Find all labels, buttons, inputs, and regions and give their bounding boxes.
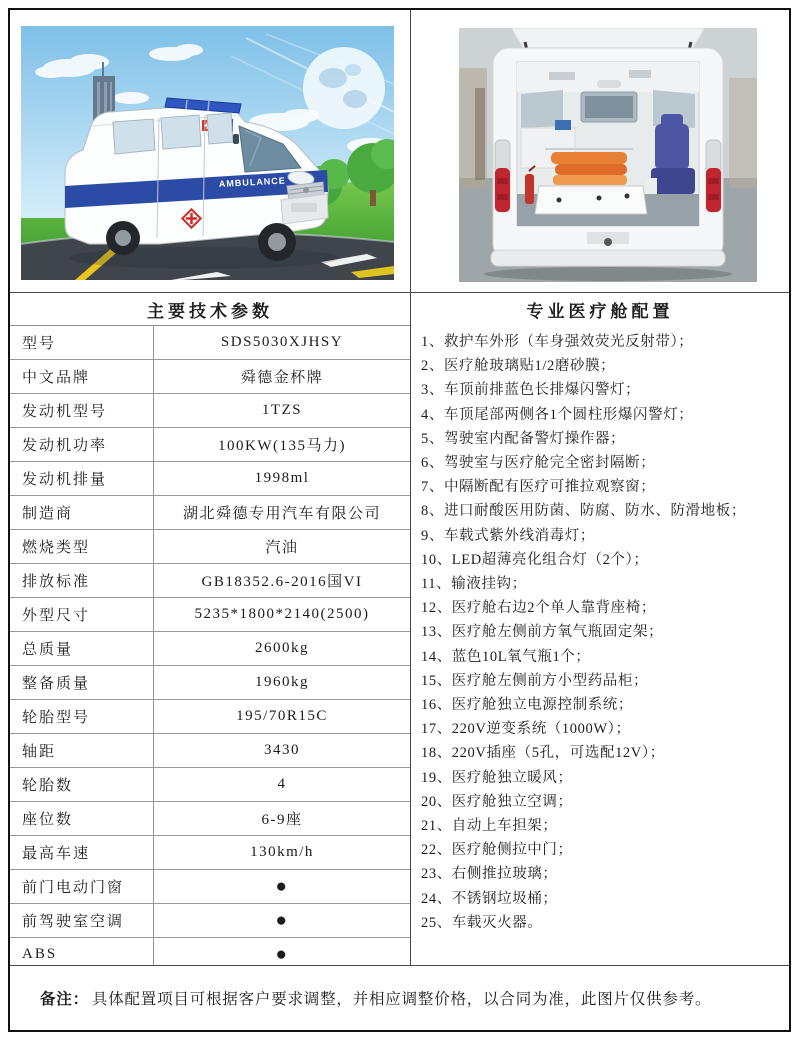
spec-value: 195/70R15C <box>154 700 411 734</box>
spec-label: 前驾驶室空调 <box>10 904 154 938</box>
config-item: 6、驾驶室与医疗舱完全密封隔断； <box>421 455 656 472</box>
config-item: 24、不锈钢垃圾桶； <box>421 890 558 907</box>
spec-label: ABS <box>10 938 154 966</box>
ambulance-exterior-photo <box>21 26 394 280</box>
table-row <box>10 870 410 904</box>
spec-value: SDS5030XJHSY <box>154 326 411 360</box>
rear-bumper <box>491 250 725 266</box>
config-item: 4、车顶尾部两侧各1个圆柱形爆闪警灯； <box>421 406 694 423</box>
tech-specs-title: 主要技术参数 <box>10 293 410 326</box>
config-item: 15、医疗舱左侧前方小型药品柜； <box>421 672 649 689</box>
config-item: 13、医疗舱左侧前方氧气瓶固定架； <box>421 624 664 641</box>
spec-value: 4 <box>154 768 411 802</box>
config-item: 1、救护车外形（车身强效荧光反射带）； <box>421 334 694 350</box>
table-row <box>10 904 410 938</box>
config-item: 12、医疗舱右边2个单人靠背座椅； <box>421 600 656 617</box>
spec-label: 外型尺寸 <box>10 598 154 632</box>
footer-note <box>10 966 789 1030</box>
ambulance-exterior-cell <box>10 10 411 292</box>
spec-label: 燃烧类型 <box>10 530 154 564</box>
spec-label: 前门电动门窗 <box>10 870 154 904</box>
spec-value: 舜德金杯牌 <box>154 360 411 394</box>
tech-specs-table <box>10 326 410 965</box>
photos-row <box>10 10 789 293</box>
table-row <box>10 394 410 428</box>
spec-label: 最高车速 <box>10 836 154 870</box>
config-item: 3、车顶前排蓝色长排爆闪警灯； <box>421 382 641 399</box>
note-label: 备注： <box>40 991 89 1008</box>
spec-value: 汽油 <box>154 530 411 564</box>
config-item: 10、LED超薄亮化组合灯（2个）； <box>421 551 649 568</box>
medical-config-title: 专业医疗舱配置 <box>526 301 674 321</box>
table-row <box>10 836 410 870</box>
spec-label: 轴距 <box>10 734 154 768</box>
config-item: 25、车载灭火器。 <box>421 914 543 931</box>
config-item: 21、自动上车担架； <box>421 818 558 835</box>
config-item: 23、右侧推拉玻璃； <box>421 866 558 883</box>
table-row <box>10 666 410 700</box>
content-row <box>10 293 789 966</box>
spec-value: 100KW(135马力) <box>154 428 411 462</box>
spec-value: 1TZS <box>154 394 411 428</box>
spec-value: ● <box>154 870 411 904</box>
config-item: 14、蓝色10L氧气瓶1个； <box>421 648 591 665</box>
spec-value: 6-9座 <box>154 802 411 836</box>
config-item: 7、中隔断配有医疗可推拉观察窗； <box>421 479 656 496</box>
table-row <box>10 598 410 632</box>
table-row <box>10 632 410 666</box>
config-item: 11、输液挂钩； <box>421 576 527 593</box>
table-row <box>10 326 410 360</box>
spec-label: 轮胎型号 <box>10 700 154 734</box>
table-row <box>10 700 410 734</box>
table-row <box>10 428 410 462</box>
ambulance-interior-cell <box>411 10 789 292</box>
medical-config-section <box>411 293 789 965</box>
spec-label: 发动机排量 <box>10 462 154 496</box>
spec-label: 型号 <box>10 326 154 360</box>
medical-config-list <box>411 325 789 935</box>
table-row <box>10 462 410 496</box>
config-item: 18、220V插座（5孔，可选配12V）； <box>421 745 665 762</box>
config-item: 17、220V逆变系统（1000W）； <box>421 721 631 738</box>
spec-label: 整备质量 <box>10 666 154 700</box>
table-row <box>10 564 410 598</box>
config-item: 5、驾驶室内配备警灯操作器； <box>421 430 626 447</box>
spec-value: GB18352.6-2016国VI <box>154 564 411 598</box>
spec-label: 发动机功率 <box>10 428 154 462</box>
config-item: 20、医疗舱独立空调； <box>421 793 573 810</box>
config-item: 9、车载式紫外线消毒灯； <box>421 527 595 544</box>
note-text: 具体配置项目可根据客户要求调整，并相应调整价格，以合同为准，此图片仅供参考。 <box>91 991 712 1008</box>
table-row <box>10 530 410 564</box>
spec-value: 3430 <box>154 734 411 768</box>
config-item: 2、医疗舱玻璃贴1/2磨砂膜； <box>421 358 616 375</box>
spec-value: 130km/h <box>154 836 411 870</box>
table-row <box>10 496 410 530</box>
spec-label: 轮胎数 <box>10 768 154 802</box>
table-row <box>10 768 410 802</box>
tech-specs-section <box>10 293 411 965</box>
open-tailgate <box>511 28 705 48</box>
spec-label: 排放标准 <box>10 564 154 598</box>
config-item: 8、进口耐酸医用防菌、防腐、防水、防滑地板； <box>421 503 746 520</box>
spec-label: 座位数 <box>10 802 154 836</box>
config-item: 16、医疗舱独立电源控制系统； <box>421 697 633 714</box>
ambulance-side-text: AMBULANCE <box>218 175 287 189</box>
table-row <box>10 938 410 966</box>
table-row <box>10 802 410 836</box>
spec-label: 制造商 <box>10 496 154 530</box>
config-item: 22、医疗舱侧拉中门； <box>421 842 573 859</box>
spec-label: 总质量 <box>10 632 154 666</box>
config-item: 19、医疗舱独立暖风； <box>421 769 573 786</box>
spec-label: 发动机型号 <box>10 394 154 428</box>
spec-sheet <box>8 8 791 1032</box>
spec-value: ● <box>154 938 411 966</box>
spec-value: 5235*1800*2140(2500) <box>154 598 411 632</box>
spec-value: 1960kg <box>154 666 411 700</box>
spec-value: 湖北舜德专用汽车有限公司 <box>154 496 411 530</box>
spec-value: ● <box>154 904 411 938</box>
spec-value: 2600kg <box>154 632 411 666</box>
spec-value: 1998ml <box>154 462 411 496</box>
table-row <box>10 360 410 394</box>
table-row <box>10 734 410 768</box>
ambulance-interior-photo <box>459 28 757 282</box>
spec-label: 中文品牌 <box>10 360 154 394</box>
